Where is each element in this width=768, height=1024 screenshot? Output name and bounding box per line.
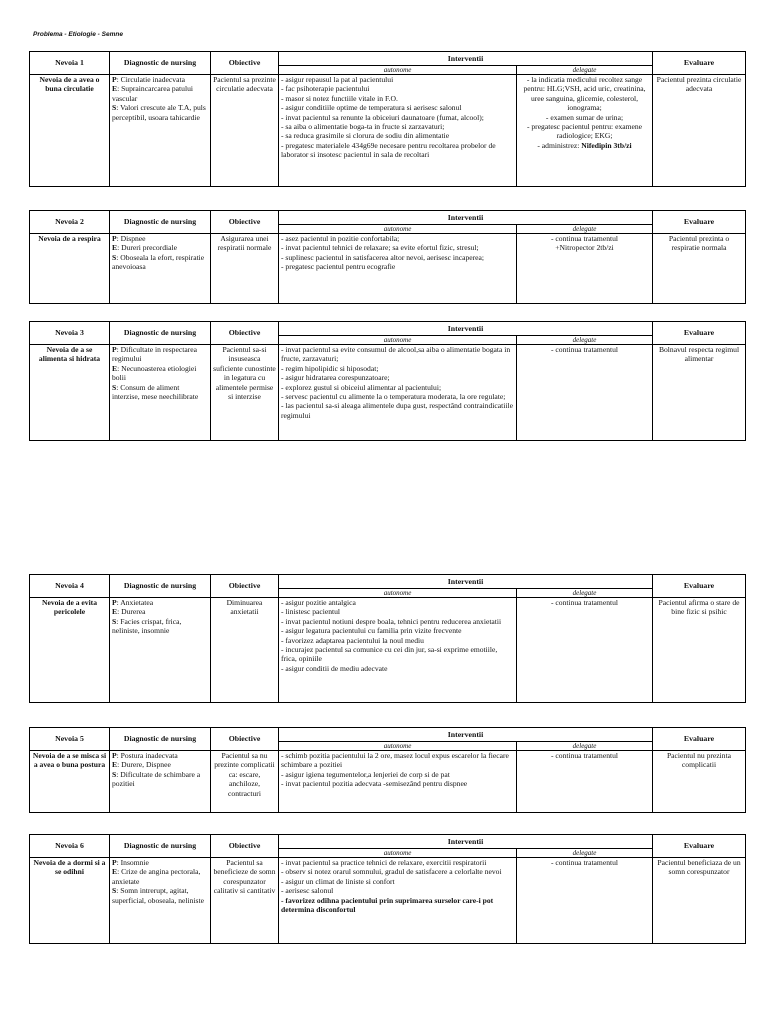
evaluare-cell: Pacientul afirma o stare de bine fizic si psihic	[653, 598, 746, 703]
delegate-cell	[517, 751, 653, 813]
header-nevoia: Nevoia 3	[30, 322, 110, 345]
diagnostic-value: : Somn intrerupt, agitat, superficial, oboseala, neliniste	[112, 886, 204, 905]
header-nevoia: Nevoia 2	[30, 211, 110, 234]
autonome-item: - asigur repausul la pat al pacientului	[281, 75, 394, 84]
autonome-item: - incurajez pacientul sa comunice cu cei din jur, sa-si exprime emotiile, frica, opiniile	[281, 645, 498, 664]
diagnostic-value: : Dificultate de schimbare a pozitiei	[112, 769, 201, 789]
diagnostic-key: P	[112, 598, 117, 607]
autonome-item: - explorez gustul si obiceiul alimentar al pacientului;	[281, 382, 442, 392]
autonome-item: - asigur conditiile optime de temperatura si aerisesc salonul	[281, 103, 462, 113]
obiective-cell: Pacientul sa prezinte circulatie adecvata	[211, 75, 279, 187]
nevoia-name: Nevoia de a se alimenta si hidrata	[30, 345, 110, 441]
diagnostic-cell	[110, 598, 211, 703]
header-evaluare: Evaluare	[653, 835, 746, 858]
diagnostic-cell	[110, 858, 211, 944]
diagnostic-key: S	[112, 103, 117, 113]
diagnostic-line	[112, 607, 208, 616]
nevoia-name: Nevoia de a respira	[30, 234, 110, 304]
diagnostic-line	[112, 751, 208, 760]
diagnostic-key: P	[112, 858, 117, 867]
header-obiective: Obiective	[211, 322, 279, 345]
autonome-item: - invat pacientul sa evite consumul de alcool,sa aiba o alimentatie bogata in fructe, zarzavaturi;	[281, 345, 511, 364]
header-obiective: Obiective	[211, 835, 279, 858]
diagnostic-cell	[110, 75, 211, 187]
evaluare-cell: Bolnavul respecta regimul alimentar	[653, 345, 746, 441]
header-delegate: delegate	[517, 225, 653, 234]
diagnostic-value: : Dureri precordiale	[117, 243, 177, 253]
obiective-cell: Diminuarea anxietatii	[211, 598, 279, 703]
autonome-item: - asigur igiena tegumentelor,a lenjeriei de corp si de pat	[281, 769, 450, 779]
autonome-cell	[279, 345, 517, 441]
header-autonome: autonome	[279, 742, 517, 751]
diagnostic-line	[112, 243, 208, 252]
delegate-cell	[517, 234, 653, 304]
diagnostic-key: E	[112, 760, 118, 770]
delegate-item: - pregatesc pacientul pentru: examene radiologice; EKG;	[526, 122, 643, 141]
delegate-item: +Nitropector 2tb/zi	[555, 243, 614, 253]
delegate-item: - la indicatia medicului recoltez sange pentru: HLG;VSH, acid uric, creatinina, uree sanguina, glicemie, colesterol, ionograma;	[523, 75, 646, 113]
autonome-cell	[279, 751, 517, 813]
diagnostic-key: P	[112, 234, 117, 243]
nevoia-name: Nevoia de a evita pericolele	[30, 598, 110, 703]
header-obiective: Obiective	[211, 575, 279, 598]
header-nevoia: Nevoia 1	[30, 52, 110, 75]
nevoia-name: Nevoia de a se misca si a avea o buna postura	[30, 751, 110, 813]
header-diagnostic: Diagnostic de nursing	[110, 835, 211, 858]
nevoia-table-4	[29, 574, 746, 703]
diagnostic-value: : Facies crispat, frica, neliniste, insomnie	[112, 616, 182, 636]
diagnostic-line	[112, 84, 208, 103]
autonome-cell	[279, 75, 517, 187]
autonome-cell	[279, 234, 517, 304]
delegate-item-last	[519, 141, 650, 150]
header-autonome: autonome	[279, 225, 517, 234]
diagnostic-value: : Dificultate in respectarea regimului	[112, 345, 197, 364]
header-evaluare: Evaluare	[653, 728, 746, 751]
header-interventii: Interventii	[279, 211, 653, 225]
diagnostic-line	[112, 383, 208, 402]
nevoia-table-2	[29, 210, 746, 304]
autonome-item: - invat pacientul sa practice tehnici de relaxare, exercitii respiratorii	[281, 858, 487, 867]
delegate-item: - examen sumar de urina;	[545, 112, 624, 122]
diagnostic-key: S	[112, 382, 117, 392]
header-autonome: autonome	[279, 336, 517, 345]
delegate-item: - continua tratamentul	[550, 751, 619, 760]
nevoia-table-1	[29, 51, 746, 187]
delegate-cell	[517, 858, 653, 944]
diagnostic-key: P	[112, 751, 117, 760]
autonome-item: - asigur legatura pacientului cu familia prin vizite frecvente	[281, 626, 462, 636]
header-autonome: autonome	[279, 66, 517, 75]
diagnostic-value: : Valori crescute ale T.A, puls perceptibil, usoara tahicardie	[112, 103, 206, 122]
header-delegate: delegate	[517, 849, 653, 858]
autonome-cell	[279, 598, 517, 703]
header-obiective: Obiective	[211, 211, 279, 234]
diagnostic-value: : Crize de angina pectorala, anxietate	[112, 867, 201, 886]
nevoia-table-3	[29, 321, 746, 441]
delegate-item: - continua tratamentul	[550, 598, 619, 607]
autonome-item: - asigur conditii de mediu adecvate	[281, 663, 388, 673]
header-nevoia: Nevoia 5	[30, 728, 110, 751]
diagnostic-key: E	[112, 607, 118, 617]
diagnostic-value: : Circulatie inadecvata	[116, 75, 185, 84]
diagnostic-line	[112, 760, 208, 769]
autonome-item: - masor si notez functiile vitale in F.O.	[281, 93, 398, 103]
autonome-item: - invat pacientul sa renunte la obiceiuri daunatoare (fumat, alcool);	[281, 112, 484, 122]
diagnostic-line	[112, 770, 208, 789]
diagnostic-key: E	[112, 867, 118, 877]
autonome-item: - invat pacientul notiuni despre boala, tehnici pentru reducerea anxietatii	[281, 616, 502, 626]
diagnostic-line	[112, 598, 208, 607]
delegate-item: - continua tratamentul	[550, 234, 619, 243]
autonome-item: - fac psihoterapie pacientului	[281, 84, 370, 94]
autonome-item: - suplinesc pacientul in satisfacerea altor nevoi, aerisesc incaperea;	[281, 252, 485, 262]
autonome-item: - linistesc pacientul	[281, 607, 341, 617]
diagnostic-value: : Dispnee	[116, 234, 146, 243]
nevoia-table-6	[29, 834, 746, 944]
nevoia-name: Nevoia de a dormi si a se odihni	[30, 858, 110, 944]
delegate-last-text: - administrez:	[537, 140, 582, 150]
diagnostic-line	[112, 75, 208, 84]
diagnostic-value: : Durerea	[117, 607, 146, 617]
autonome-item: - servesc pacientul cu alimente la o temperatura moderata, la ore regulate;	[281, 392, 506, 402]
autonome-item: - aerisesc salonul	[281, 886, 334, 896]
diagnostic-line	[112, 364, 208, 383]
autonome-item: - asigur pozitie antalgica	[281, 598, 356, 607]
autonome-item: - pregatesc materialele 434g69e necesare pentru recoltarea probelor de laborator si insotesc pacientul in sala de recoltari	[281, 140, 496, 160]
diagnostic-key: P	[112, 345, 117, 354]
autonome-item-bold: - favorizez odihna pacientului prin suprimarea surselor care-i pot determina disconfortul	[281, 895, 494, 915]
diagnostic-line	[112, 858, 208, 867]
diagnostic-key: S	[112, 252, 117, 262]
diagnostic-cell	[110, 345, 211, 441]
diagnostic-key: P	[112, 75, 117, 84]
header-autonome: autonome	[279, 849, 517, 858]
nevoia-name: Nevoia de a avea o buna circulatie	[30, 75, 110, 187]
autonome-item: - asez pacientul in pozitie confortabila;	[281, 234, 400, 243]
header-interventii: Interventii	[279, 52, 653, 66]
autonome-cell	[279, 858, 517, 944]
obiective-cell: Asigurarea unei respiratii normale	[211, 234, 279, 304]
diagnostic-cell	[110, 234, 211, 304]
header-diagnostic: Diagnostic de nursing	[110, 322, 211, 345]
diagnostic-key: E	[112, 363, 118, 373]
header-obiective: Obiective	[211, 728, 279, 751]
evaluare-cell: Pacientul prezinta circulatie adecvata	[653, 75, 746, 187]
diagnostic-value: : Supraincarcarea patului vascular	[112, 84, 193, 103]
diagnostic-key: S	[112, 886, 117, 896]
header-interventii: Interventii	[279, 575, 653, 589]
header-diagnostic: Diagnostic de nursing	[110, 575, 211, 598]
header-evaluare: Evaluare	[653, 211, 746, 234]
diagnostic-line	[112, 345, 208, 364]
diagnostic-value: : Necunoasterea etiologiei bolii	[112, 363, 197, 383]
header-delegate: delegate	[517, 336, 653, 345]
header-diagnostic: Diagnostic de nursing	[110, 211, 211, 234]
autonome-item: - invat pacientul pozitia adecvata -semisezând pentru dispnee	[281, 779, 468, 789]
autonome-item: - invat pacientul tehnici de relaxare; sa evite efortul fizic, stresul;	[281, 243, 479, 253]
delegate-cell	[517, 598, 653, 703]
evaluare-cell: Pacientul beneficiaza de un somn corespunzator	[653, 858, 746, 944]
autonome-item: - sa aiba o alimentatie boga-ta in fructe si zarzavaturi;	[281, 122, 445, 132]
autonome-item: - favorizez adaptarea pacientului la noul mediu	[281, 635, 424, 645]
delegate-item: - continua tratamentul	[550, 345, 619, 354]
autonome-item: - sa reduca grasimile si clorura de sodiu din alimentatie	[281, 131, 450, 141]
header-delegate: delegate	[517, 66, 653, 75]
obiective-cell: Pacientul sa-si insuseasca suficiente cunostinte in legatura cu alimentele permise si interzise	[211, 345, 279, 441]
page-header: Problema - Etiologie - Semne	[33, 31, 123, 38]
diagnostic-line	[112, 253, 208, 272]
obiective-cell: Pacientul sa beneficieze de somn corespunzator calitativ si cantitativ	[211, 858, 279, 944]
header-autonome: autonome	[279, 589, 517, 598]
diagnostic-cell	[110, 751, 211, 813]
autonome-item: - asigur un climat de liniste si confort	[281, 876, 395, 886]
autonome-item: - pregatesc pacientul pentru ecografie	[281, 262, 396, 272]
autonome-item: - asigur hidratarea corespunzatoare;	[281, 373, 390, 383]
autonome-item: - schimb pozitia pacientului la 2 ore, masez locul expus escarelor la fiecare schimbare a pozitiei	[281, 751, 509, 770]
diagnostic-key: S	[112, 769, 117, 779]
autonome-item: - las pacientul sa-si aleaga alimentele dupa gust, respectând contraindicatiile regimului	[281, 401, 513, 420]
header-obiective: Obiective	[211, 52, 279, 75]
obiective-cell: Pacientul sa nu prezinte complicatii ca: escare, anchiloze, contracturi	[211, 751, 279, 813]
header-interventii: Interventii	[279, 728, 653, 742]
header-delegate: delegate	[517, 742, 653, 751]
diagnostic-key: S	[112, 616, 117, 626]
diagnostic-key: E	[112, 243, 118, 253]
diagnostic-line	[112, 617, 208, 636]
diagnostic-value: : Consum de aliment interzise, mese neechilibrate	[112, 382, 199, 402]
header-delegate: delegate	[517, 589, 653, 598]
nevoia-table-5	[29, 727, 746, 813]
diagnostic-value: : Postura inadecvata	[116, 751, 178, 760]
diagnostic-line	[112, 234, 208, 243]
autonome-item: - regim hipolipidic si hiposodat;	[281, 363, 379, 373]
header-evaluare: Evaluare	[653, 52, 746, 75]
evaluare-cell: Pacientul nu prezinta complicatii	[653, 751, 746, 813]
diagnostic-line	[112, 103, 208, 122]
header-nevoia: Nevoia 4	[30, 575, 110, 598]
header-evaluare: Evaluare	[653, 322, 746, 345]
delegate-cell	[517, 345, 653, 441]
diagnostic-value: : Insomnie	[116, 858, 149, 867]
diagnostic-value: : Anxietatea	[116, 598, 154, 607]
delegate-cell	[517, 75, 653, 187]
diagnostic-line	[112, 867, 208, 886]
diagnostic-value: : Durere, Dispnee	[117, 760, 171, 770]
header-evaluare: Evaluare	[653, 575, 746, 598]
evaluare-cell: Pacientul prezinta o respiratie normala	[653, 234, 746, 304]
header-diagnostic: Diagnostic de nursing	[110, 728, 211, 751]
delegate-last-drug: Nifedipin 3tb/zi	[581, 140, 632, 150]
delegate-item: - continua tratamentul	[550, 858, 619, 867]
header-interventii: Interventii	[279, 322, 653, 336]
diagnostic-key: E	[112, 84, 118, 94]
header-diagnostic: Diagnostic de nursing	[110, 52, 211, 75]
autonome-item: - observ si notez orarul somnului, gradul de satisfacere a celorlalte nevoi	[281, 867, 502, 877]
header-interventii: Interventii	[279, 835, 653, 849]
diagnostic-value: : Oboseala la efort, respiratie anevoioasa	[112, 252, 205, 272]
header-nevoia: Nevoia 6	[30, 835, 110, 858]
diagnostic-line	[112, 886, 208, 905]
